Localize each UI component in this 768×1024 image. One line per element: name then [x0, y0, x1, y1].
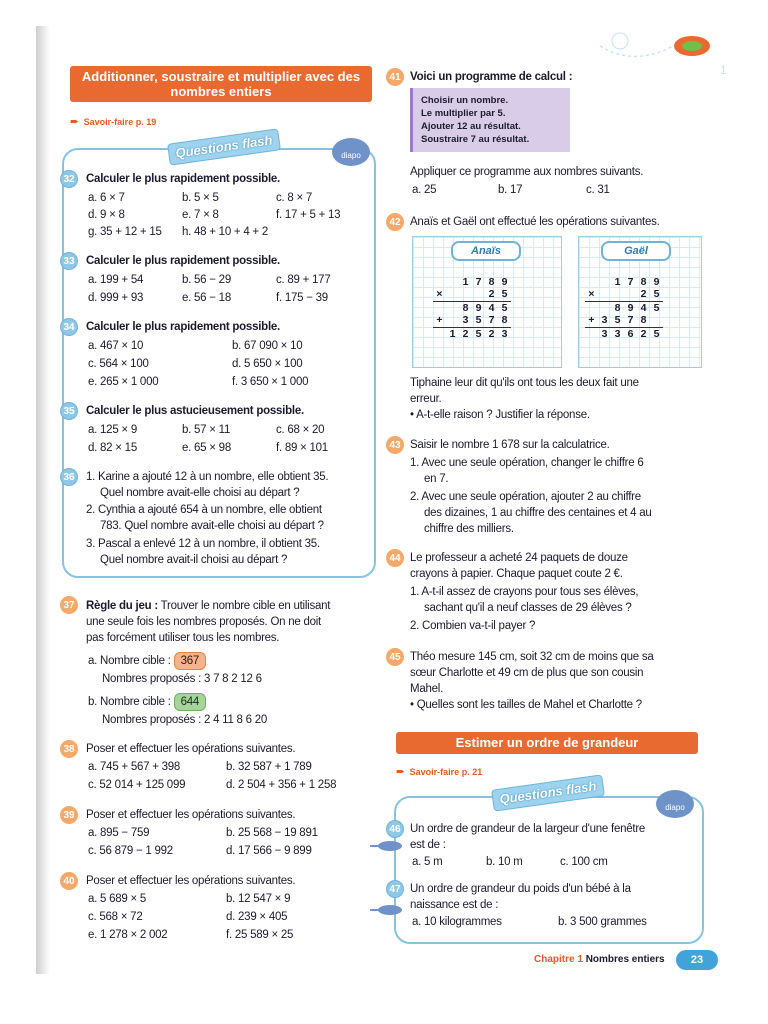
page-number: 23 [676, 950, 718, 970]
exercise-number: 41 [386, 68, 404, 86]
exercise-statement: Poser et effectuer les opérations suivantes. [86, 743, 296, 755]
calc-item: b. 56 − 29 [182, 274, 231, 286]
operation-digit [459, 288, 472, 301]
exercise-number: 43 [386, 436, 404, 454]
operation-digit [472, 288, 485, 301]
exercise-statement: Anaïs et Gaël ont effectué les opérations suivantes. [410, 216, 660, 228]
calc-program-box [410, 88, 570, 152]
operation-digit [650, 314, 663, 327]
proposed-numbers: Nombres proposés : 3 7 8 2 12 6 [102, 673, 262, 685]
operation-digit [446, 314, 459, 327]
exercise-number: 40 [60, 872, 78, 890]
calc-item: b. 25 568 − 19 891 [226, 827, 318, 839]
calc-item: c. 8 × 7 [276, 192, 313, 204]
exercise-number: 38 [60, 740, 78, 758]
calc-item: d. 17 566 − 9 899 [226, 845, 312, 857]
calc-item: b. 5 × 5 [182, 192, 219, 204]
calc-item: h. 48 + 10 + 4 + 2 [182, 226, 268, 238]
operation-digit: 9 [627, 301, 634, 314]
operation-row [585, 301, 663, 314]
operation-digit: 4 [488, 301, 495, 314]
exercise-line: 1. A-t-il assez de crayons pour tous ses élèves, [410, 586, 639, 598]
operation-digit [446, 288, 459, 301]
operation-title: Gaël [601, 241, 671, 261]
operation-digit [611, 288, 624, 301]
exercise-line: Trouver le nombre cible en utilisant [160, 600, 331, 612]
operation-digit: 2 [637, 288, 650, 301]
pointer-icon [368, 902, 404, 918]
footer-chapter: Chapitre 1 Nombres entiers [534, 954, 665, 965]
operation-digit: 2 [640, 327, 647, 340]
exercise-statement: Voici un programme de calcul : [410, 71, 573, 83]
calc-item: c. 100 cm [560, 856, 608, 868]
calc-item: b. 12 547 × 9 [226, 893, 291, 905]
operation-digit: + [433, 314, 446, 327]
calc-item: b. 57 × 11 [182, 424, 231, 436]
exercise-line: chiffre des milliers. [424, 523, 514, 535]
operation-digit: 7 [624, 314, 637, 327]
calc-item: a. 6 × 7 [88, 192, 125, 204]
exercise-line: crayons à papier. Chaque paquet coute 2 €. [410, 568, 623, 580]
calc-item: e. 7 × 8 [182, 209, 219, 221]
exercise-line: Quel nombre avait-il choisi au départ ? [100, 554, 288, 566]
exercise-line: Mahel. [410, 683, 444, 695]
calc-item: a. 745 + 567 + 398 [88, 761, 181, 773]
exercise-line: pas forcément utiliser tous les nombres. [86, 632, 280, 644]
calc-item: b. 3 500 grammes [558, 916, 647, 928]
operation-row [433, 275, 511, 288]
exercise-number: 32 [60, 170, 78, 188]
exercise-number: 33 [60, 252, 78, 270]
operation-row [585, 288, 663, 301]
exercise-line: Un ordre de grandeur du poids d'un bébé à la [410, 883, 631, 895]
svg-text:1: 1 [720, 63, 727, 77]
operation-digit [446, 275, 459, 288]
calc-item: c. 568 × 72 [88, 911, 143, 923]
operation-digit: 1 [614, 275, 621, 288]
calc-item: c. 56 879 − 1 992 [88, 845, 173, 857]
program-step: Choisir un nombre. [421, 95, 509, 106]
calc-item: b. 17 [498, 184, 523, 196]
operation-digit: 3 [459, 314, 472, 327]
operation-digit: 3 [601, 327, 608, 340]
calc-item: a. 467 × 10 [88, 340, 144, 352]
operation-digit [598, 288, 611, 301]
corner-decoration-icon [600, 26, 740, 84]
exercise-line: 1. Karine a ajouté 12 à un nombre, elle obtient 35. [86, 471, 329, 483]
calc-item: d. 999 + 93 [88, 292, 144, 304]
calc-item: d. 9 × 8 [88, 209, 125, 221]
calc-item: e. 265 × 1 000 [88, 376, 159, 388]
exercise-statement: Calculer le plus astucieusement possible. [86, 405, 304, 417]
exercise-line: naissance est de : [410, 899, 499, 911]
operation-digit: 7 [627, 275, 634, 288]
calc-item: f. 25 589 × 25 [226, 929, 294, 941]
operation-digit: 7 [485, 314, 498, 327]
operation-row [433, 301, 511, 314]
exercise-line: Quel nombre avait-elle choisi au départ ? [100, 487, 300, 499]
calc-item: c. 89 + 177 [276, 274, 331, 286]
exercise-number: 36 [60, 468, 78, 486]
exercise-question: • A-t-elle raison ? Justifier la réponse. [410, 409, 590, 421]
exercise-number: 44 [386, 549, 404, 567]
calc-item: a. 199 + 54 [88, 274, 144, 286]
diapo-icon[interactable]: diapo [656, 790, 694, 818]
operation-digit [624, 288, 637, 301]
exercise-line: des dizaines, 1 au chiffre des centaines et 4 au [424, 507, 652, 519]
operation-digit: 8 [637, 314, 650, 327]
operation-digit: 6 [627, 327, 634, 340]
exercise-statement: Poser et effectuer les opérations suivantes. [86, 809, 296, 821]
exercise-number: 39 [60, 806, 78, 824]
operation-table [433, 275, 511, 340]
operation-digit: 4 [640, 301, 647, 314]
operation-digit: 5 [653, 327, 660, 340]
operation-table [585, 275, 663, 340]
target-label: b. Nombre cible : [88, 696, 171, 708]
exercise-line: 2. Combien va-t-il payer ? [410, 620, 536, 632]
operation-digit: 9 [501, 275, 508, 288]
calc-item: d. 82 × 15 [88, 442, 137, 454]
operation-digit [433, 301, 446, 314]
calc-item: c. 52 014 + 125 099 [88, 779, 186, 791]
exercise-line: 783. Quel nombre avait-elle choisi au départ ? [100, 520, 324, 532]
operation-digit: 2 [462, 327, 469, 340]
operation-digit: 8 [614, 301, 621, 314]
calc-item: f. 3 650 × 1 000 [232, 376, 309, 388]
calc-item: a. 125 × 9 [88, 424, 137, 436]
arrow-icon: ➨ [396, 766, 406, 778]
calc-item: a. 895 − 759 [88, 827, 150, 839]
program-step: Le multiplier par 5. [421, 108, 506, 119]
exercise-line: Théo mesure 145 cm, soit 32 cm de moins que sa [410, 651, 654, 663]
calc-item: a. 5 689 × 5 [88, 893, 147, 905]
calc-item: a. 25 [412, 184, 437, 196]
operation-row [433, 288, 511, 301]
operation-digit: + [585, 314, 598, 327]
program-step: Soustraire 7 au résultat. [421, 134, 530, 145]
exercise-line: 2. Cynthia a ajouté 654 à un nombre, elle obtient [86, 504, 322, 516]
operation-digit [585, 327, 598, 340]
anais-operation [412, 236, 562, 368]
pointer-icon [368, 838, 404, 854]
operation-row [433, 314, 511, 327]
exercise-line: 1. Avec une seule opération, changer le chiffre 6 [410, 457, 644, 469]
exercise-statement: Calculer le plus rapidement possible. [86, 321, 280, 333]
operation-digit: 8 [640, 275, 647, 288]
exercise-line: 2. Avec une seule opération, ajouter 2 au chiffre [410, 491, 641, 503]
target-number: 644 [174, 693, 206, 711]
calc-item: f. 175 − 39 [276, 292, 328, 304]
operation-title: Anaïs [451, 241, 521, 261]
operation-digit: 5 [653, 301, 660, 314]
operation-digit: 5 [501, 301, 508, 314]
operation-digit: 1 [449, 327, 456, 340]
exercise-number: 42 [386, 213, 404, 231]
operation-digit: 8 [462, 301, 469, 314]
exercise-line: en 7. [424, 473, 449, 485]
operation-digit: 3 [598, 314, 611, 327]
operation-digit: 7 [475, 275, 482, 288]
arrow-icon: ➨ [70, 116, 80, 128]
operation-digit: 1 [462, 275, 469, 288]
calc-item: b. 67 090 × 10 [232, 340, 303, 352]
operation-digit [433, 275, 446, 288]
operation-digit: 2 [488, 327, 495, 340]
calc-item: g. 35 + 12 + 15 [88, 226, 162, 238]
operation-digit: × [585, 288, 598, 301]
exercise-line: sœur Charlotte et 49 cm de plus que son cousin [410, 667, 644, 679]
exercise-number: 37 [60, 596, 78, 614]
calc-item: e. 65 × 98 [182, 442, 231, 454]
operation-digit: × [433, 288, 446, 301]
operation-digit [433, 327, 446, 340]
exercise-question: • Quelles sont les tailles de Mahel et Charlotte ? [410, 699, 642, 711]
savoir-faire-link[interactable]: ➨ Savoir-faire p. 19 [70, 116, 157, 128]
operation-row [585, 327, 663, 340]
operation-digit: 2 [485, 288, 498, 301]
page-shadow [36, 26, 50, 974]
gael-operation [578, 236, 702, 368]
operation-row [585, 314, 663, 327]
proposed-numbers: Nombres proposés : 2 4 11 8 6 20 [102, 714, 268, 726]
operation-digit: 5 [650, 288, 663, 301]
calc-item: d. 5 650 × 100 [232, 358, 303, 370]
operation-digit: 5 [475, 327, 482, 340]
exercise-line: sachant qu'il a neuf classes de 29 élèves ? [424, 602, 632, 614]
exercise-statement: Calculer le plus rapidement possible. [86, 255, 280, 267]
questions-flash-badge: Questions flash [167, 128, 281, 165]
section-banner: Additionner, soustraire et multiplier avec des nombres entiers [70, 66, 372, 102]
operation-digit: 9 [653, 275, 660, 288]
exercise-number: 47 [386, 880, 404, 898]
exercise-line: 3. Pascal a enlevé 12 à un nombre, il obtient 35. [86, 538, 320, 550]
calc-item: c. 31 [586, 184, 610, 196]
calc-item: a. 10 kilogrammes [412, 916, 502, 928]
operation-digit: 8 [498, 314, 511, 327]
questions-flash-badge: Questions flash [491, 774, 605, 811]
section-banner: Estimer un ordre de grandeur [396, 732, 698, 754]
target-number: 367 [174, 652, 206, 670]
exercise-line: Tiphaine leur dit qu'ils ont tous les deux fait une [410, 377, 639, 389]
operation-row [433, 327, 511, 340]
calc-item: c. 68 × 20 [276, 424, 325, 436]
exercise-number: 45 [386, 648, 404, 666]
exercise-statement: Saisir le nombre 1 678 sur la calculatrice. [410, 439, 610, 451]
operation-digit [598, 275, 611, 288]
exercise-number: 34 [60, 318, 78, 336]
calc-item: a. 5 m [412, 856, 443, 868]
exercise-line: erreur. [410, 393, 442, 405]
calc-item: d. 2 504 + 356 + 1 258 [226, 779, 337, 791]
exercise-line: Un ordre de grandeur de la largeur d'une fenêtre [410, 823, 646, 835]
rule-label: Règle du jeu : [86, 600, 158, 612]
calc-item: f. 17 + 5 + 13 [276, 209, 341, 221]
operation-digit [585, 301, 598, 314]
diapo-icon[interactable]: diapo [332, 138, 370, 166]
exercise-line: est de : [410, 839, 446, 851]
operation-digit: 3 [614, 327, 621, 340]
savoir-faire-link[interactable]: ➨ Savoir-faire p. 21 [396, 766, 483, 778]
operation-digit: 5 [498, 288, 511, 301]
exercise-statement: Appliquer ce programme aux nombres suivants. [410, 166, 644, 178]
exercise-number: 35 [60, 402, 78, 420]
exercise-statement: Calculer le plus rapidement possible. [86, 173, 280, 185]
operation-digit [598, 301, 611, 314]
program-step: Ajouter 12 au résultat. [421, 121, 521, 132]
exercise-number: 46 [386, 820, 404, 838]
calc-item: e. 1 278 × 2 002 [88, 929, 168, 941]
operation-digit: 5 [611, 314, 624, 327]
target-label: a. Nombre cible : [88, 655, 171, 667]
exercise-line: Le professeur a acheté 24 paquets de douze [410, 552, 628, 564]
calc-item: b. 32 587 + 1 789 [226, 761, 312, 773]
operation-digit [585, 275, 598, 288]
calc-item: e. 56 − 18 [182, 292, 231, 304]
exercise-statement: Poser et effectuer les opérations suivantes. [86, 875, 296, 887]
calc-item: b. 10 m [486, 856, 523, 868]
exercise-line: une seule fois les nombres proposés. On ne doit [86, 616, 322, 628]
operation-digit: 5 [472, 314, 485, 327]
calc-item: d. 239 × 405 [226, 911, 288, 923]
calc-item: f. 89 × 101 [276, 442, 328, 454]
operation-row [585, 275, 663, 288]
calc-item: c. 564 × 100 [88, 358, 149, 370]
operation-digit [446, 301, 459, 314]
operation-digit: 8 [488, 275, 495, 288]
operation-digit: 9 [475, 301, 482, 314]
operation-digit: 3 [501, 327, 508, 340]
